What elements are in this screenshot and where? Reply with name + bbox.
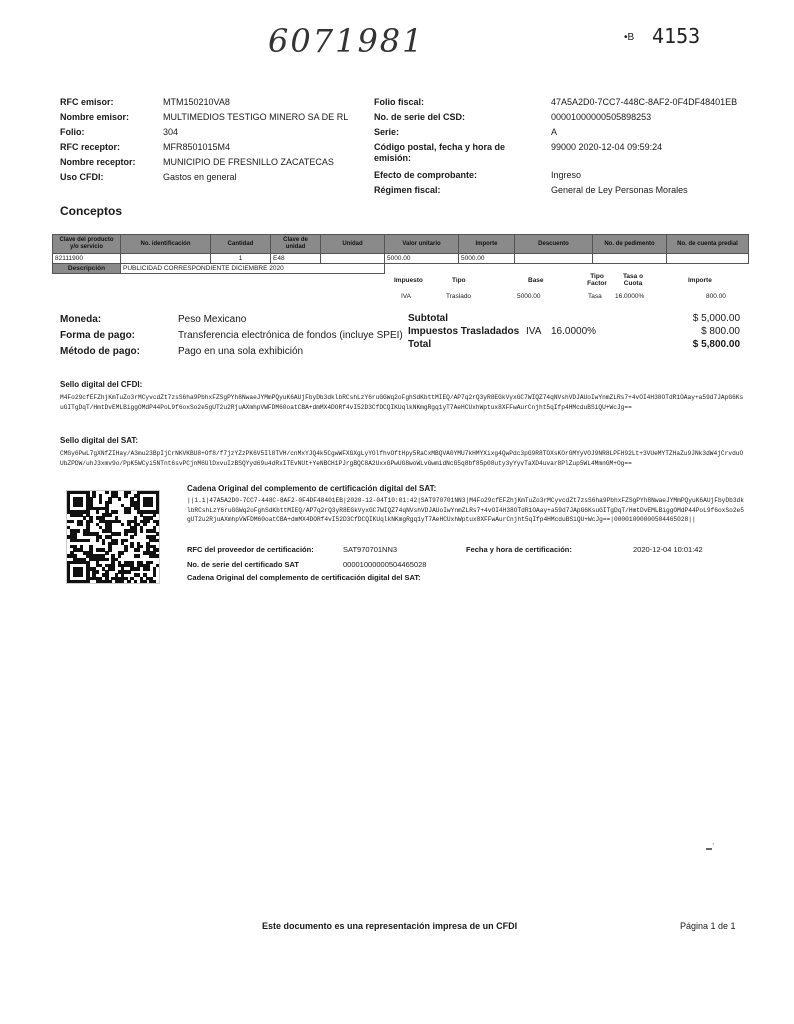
qr-module: [140, 529, 143, 532]
metodo-pago-value: Pago en una sola exhibición: [178, 346, 304, 357]
fecha-cert-label: Fecha y hora de certificación:: [466, 545, 572, 554]
qr-module: [111, 567, 114, 570]
col-importe: Importe: [459, 235, 515, 254]
cell-unidad: [321, 254, 385, 264]
qr-module: [156, 523, 159, 526]
qr-module: [153, 513, 156, 516]
cell-no-identificacion: [121, 254, 211, 264]
fecha-cert-value: 2020-12-04 10:01:42: [633, 545, 703, 554]
folio-fiscal-label: Folio fiscal:: [374, 97, 425, 107]
total-label: Total: [408, 339, 432, 350]
nombre-emisor-value: MULTIMEDIOS TESTIGO MINERO SA DE RL: [163, 112, 349, 122]
qr-code: [66, 490, 160, 584]
qr-module: [124, 539, 127, 542]
serie-label: Serie:: [374, 127, 400, 137]
sello-cfdi: M4Fo29cfEFZhjKmTuZo3rMCyvcdZt7zsS6ha9PbhxFZSgPYh8NwaeJYMmPQyuK6AUjFbyDb3dklbRCshLzY6ruGGWq2oFghSdKbttMIEQ/AP7q2rQ3yR8EGkVyxGC7WIQZ74qNVshVDJAUoIwYnmZLRs7+4vOI4H38OTdR1OAay+a59d7JApG6KsuGITgDqT/HmtDvEMLBiggOMdP44PoL9f6oxSo2e5gUT2u2RjuAXmhpVWFDM60oatCBA+dmMX4DORf4vI52D3CfDCQIKUqlkNKmgRgq1yT7AeHCUxhWptux8XFFwAurCnjht5qIfp4HMcduBSiQU+WcJg==: [60, 394, 744, 411]
uso-cfdi-label: Uso CFDI:: [60, 172, 104, 182]
cell-descuento: [515, 254, 593, 264]
cp-fecha-label: Código postal, fecha y hora de emisión:: [374, 142, 506, 163]
cell-clave-unidad: E48: [271, 254, 321, 264]
tax-header-tipo: Tipo: [452, 277, 466, 284]
regimen-value: General de Ley Personas Morales: [551, 185, 688, 195]
impuestos-rate: 16.0000%: [551, 326, 597, 337]
qr-module: [130, 535, 133, 538]
rfc-receptor-label: RFC receptor:: [60, 142, 121, 152]
cp-fecha-value: 99000 2020-12-04 09:59:24: [551, 142, 663, 152]
qr-module: [108, 548, 111, 551]
qr-module: [86, 580, 89, 583]
impuestos-label: Impuestos Trasladados: [408, 326, 520, 337]
cell-importe: 5000.00: [459, 254, 515, 264]
stray-mark: ˎ: [712, 836, 715, 845]
concepts-header-row: [53, 235, 749, 254]
subtotal-label: Subtotal: [408, 313, 448, 324]
col-clave-unidad: Clave de unidad: [271, 235, 321, 254]
sello-sat: CMGy6PwL7gXNfZIHay/A3mu23BpIjCrNKVKBU8+Of8/f7jzYZzPK6V5Il8TVH/cnMxYJQ4k5CgwWFXGXgLyYOlfhvOftHpy5RaCxMBQVA0YMU7kHMYXixg4QwPdc3pG9R8TOXsKOrGMYyVOJ9NR8LPFH92Lt+3VUeMYTZHaZu9JNk3dW4jCrvduOUbZPDW/uhJ3xmv9o/PpK5WCyi5NTnt6svPCjnM6UlDxvuIzBSQYyd69u4dRxITEvNUt+YeNBCH1PJrgBQC8A2UxxGPwUG8woWLvGwmidNcG5q8bf85p08uty3yYyvTaXD4uvar8PlZup5WL4MmnGM+Og==: [60, 450, 744, 467]
tax-header-impuesto: Impuesto: [394, 277, 423, 284]
qr-module: [146, 520, 149, 523]
sello-sat-label: Sello digital del SAT:: [60, 436, 139, 445]
qr-module: [108, 501, 111, 504]
col-cantidad: Cantidad: [211, 235, 271, 254]
uso-cfdi-value: Gastos en general: [163, 172, 237, 182]
forma-pago-value: Transferencia electrónica de fondos (incluye SPEI): [178, 330, 403, 341]
col-clave-producto: Clave del producto y/o servicio: [53, 235, 121, 254]
qr-module: [115, 510, 118, 513]
cadena-sat-label: Cadena Original del complemento de certificación digital del SAT:: [187, 573, 421, 582]
tax-base: 5000.00: [517, 293, 541, 300]
qr-module: [102, 542, 105, 545]
moneda-label: Moneda:: [60, 314, 102, 325]
qr-module: [134, 580, 137, 583]
footer-note: Este documento es una representación impresa de un CFDI: [262, 921, 518, 931]
qr-module: [80, 504, 83, 507]
qr-module: [156, 510, 159, 513]
nombre-receptor-value: MUNICIPIO DE FRESNILLO ZACATECAS: [163, 157, 334, 167]
qr-module: [121, 580, 124, 583]
qr-module: [127, 491, 130, 494]
qr-module: [140, 545, 143, 548]
qr-module: [118, 554, 121, 557]
nombre-receptor-label: Nombre receptor:: [60, 157, 136, 167]
qr-module: [146, 567, 149, 570]
folio-fiscal-value: 47A5A2D0-7CC7-448C-8AF2-0F4DF48401EB: [551, 97, 738, 107]
serie-sat-label: No. de serie del certificado SAT: [187, 560, 299, 569]
qr-module: [96, 510, 99, 513]
conceptos-title: Conceptos: [60, 204, 123, 218]
cell-no-pedimento: [593, 254, 667, 264]
cadena-cert-label: Cadena Original del complemento de certificación digital del SAT:: [187, 484, 437, 493]
regimen-label: Régimen fiscal:: [374, 185, 441, 195]
qr-module: [105, 558, 108, 561]
folio-value: 304: [163, 127, 179, 137]
tax-tipo-factor: Tasa: [588, 293, 602, 300]
cell-clave-producto: 82111900: [53, 254, 121, 264]
subtotal-value: $ 5,000.00: [692, 313, 740, 324]
qr-module: [96, 570, 99, 573]
cadena-cert: ||1.1|47A5A2D0-7CC7-448C-8AF2-0F4DF48401EB|2020-12-04T10:01:42|SAT970701NN3|M4Fo29cfEFZhjKmTuZo3rMCyvcdZt7zsS6ha9PbhxFZSgPYh8NwaeJYMmPQyuK6AUjFbyDb3dklbRCshLzY6ruGGWq2oFghSdKbttMIEQ/AP7q2rQ3yR8EGkVyxGC7WIQZ74qNVshVDJAUoIwYnmZLRs7+4vOI4H38OTdR1OAay+a59d7JApG6KsuGITgDqT/HmtDvEMLBiggOMdP44PoL9f6oxSo2e5gUT2u2RjuAXmhpVWFDM60oatCBA+dmMX4DORf4vI52D3CfDCQIKUqlkNKmgRgq1yT7AeHCUxhWptux8XFFwAurCnjht5qIfp4HMcduBSiQU+WcJg==|00001000000504465028||: [187, 497, 744, 523]
serie-csd-label: No. de serie del CSD:: [374, 112, 466, 122]
qr-module: [96, 539, 99, 542]
qr-module: [134, 532, 137, 535]
sello-cfdi-label: Sello digital del CFDI:: [60, 380, 143, 389]
qr-module: [118, 532, 121, 535]
qr-module: [115, 542, 118, 545]
qr-module: [149, 504, 152, 507]
qr-module: [149, 561, 152, 564]
rfc-pac-value: SAT970701NN3: [343, 545, 398, 554]
qr-module: [118, 497, 121, 500]
qr-module: [99, 501, 102, 504]
qr-module: [143, 580, 146, 583]
qr-module: [127, 570, 130, 573]
concepts-table: [52, 234, 749, 274]
tax-tipo: Traslado: [446, 293, 472, 300]
qr-module: [127, 510, 130, 513]
tax-tasa: 16.0000%: [615, 293, 645, 300]
qr-module: [127, 580, 130, 583]
forma-pago-label: Forma de pago:: [60, 330, 136, 341]
tax-header-tasa-cuota: Tasa o Cuota: [622, 273, 644, 287]
rfc-receptor-value: MFR8501015M4: [163, 142, 231, 152]
col-valor-unitario: Valor unitario: [385, 235, 459, 254]
tax-importe: 800.00: [706, 293, 726, 300]
qr-module: [153, 573, 156, 576]
page-number: Página 1 de 1: [680, 921, 736, 931]
qr-module: [108, 513, 111, 516]
description-row: [53, 264, 749, 274]
impuestos-value: $ 800.00: [701, 326, 740, 337]
qr-module: [156, 554, 159, 557]
qr-module: [80, 573, 83, 576]
serie-csd-value: 00001000000505898253: [551, 112, 652, 122]
qr-module: [121, 551, 124, 554]
qr-module: [156, 548, 159, 551]
col-no-pedimento: No. de pedimento: [593, 235, 667, 254]
qr-module: [124, 548, 127, 551]
qr-module: [156, 564, 159, 567]
cell-cuenta-predial: [667, 254, 749, 264]
efecto-value: Ingreso: [551, 170, 582, 180]
qr-module: [143, 523, 146, 526]
table-row: [53, 254, 749, 264]
qr-module: [105, 491, 108, 494]
cell-valor-unitario: 5000.00: [385, 254, 459, 264]
nombre-emisor-label: Nombre emisor:: [60, 112, 130, 122]
qr-module: [92, 494, 95, 497]
impuestos-type: IVA: [526, 326, 542, 337]
qr-module: [124, 532, 127, 535]
col-descuento: Descuento: [515, 235, 593, 254]
tax-header-importe: Importe: [688, 277, 712, 284]
folio-label: Folio:: [60, 127, 85, 137]
description-label: Descripción: [53, 264, 121, 274]
tax-impuesto: IVA: [401, 293, 411, 300]
handwritten-number: 6071981: [268, 22, 425, 60]
serie-value: A: [551, 127, 558, 137]
tax-header-base: Base: [528, 277, 544, 284]
qr-module: [156, 539, 159, 542]
qr-module: [89, 520, 92, 523]
qr-module: [137, 554, 140, 557]
stamp-number: 4153: [652, 24, 701, 48]
rfc-emisor-value: MTM150210VA8: [163, 97, 230, 107]
qr-module: [153, 580, 156, 583]
rfc-emisor-label: RFC emisor:: [60, 97, 114, 107]
qr-module: [121, 523, 124, 526]
qr-module: [77, 529, 80, 532]
cell-cantidad: 1: [211, 254, 271, 264]
qr-module: [108, 580, 111, 583]
col-cuenta-predial: No. de cuenta predial: [667, 235, 749, 254]
col-no-identificacion: No. identificación: [121, 235, 211, 254]
qr-module: [80, 523, 83, 526]
stray-mark-dash: [706, 848, 712, 850]
qr-module: [70, 520, 73, 523]
qr-module: [124, 494, 127, 497]
total-value: $ 5,800.00: [692, 339, 740, 350]
efecto-label: Efecto de comprobante:: [374, 170, 478, 180]
qr-module: [137, 567, 140, 570]
serie-sat-value: 00001000000504465028: [343, 560, 427, 569]
description-text: PUBLICIDAD CORRESPONDIENTE DICIEMBRE 2020: [121, 264, 385, 274]
tax-header-tipo-factor: Tipo Factor: [587, 273, 607, 287]
col-unidad: Unidad: [321, 235, 385, 254]
qr-module: [137, 548, 140, 551]
stamp-mark: •В: [624, 32, 635, 43]
rfc-pac-label: RFC del proveedor de certificación:: [187, 545, 314, 554]
metodo-pago-label: Método de pago:: [60, 346, 140, 357]
qr-module: [86, 539, 89, 542]
moneda-value: Peso Mexicano: [178, 314, 247, 325]
qr-module: [105, 551, 108, 554]
qr-module: [156, 532, 159, 535]
